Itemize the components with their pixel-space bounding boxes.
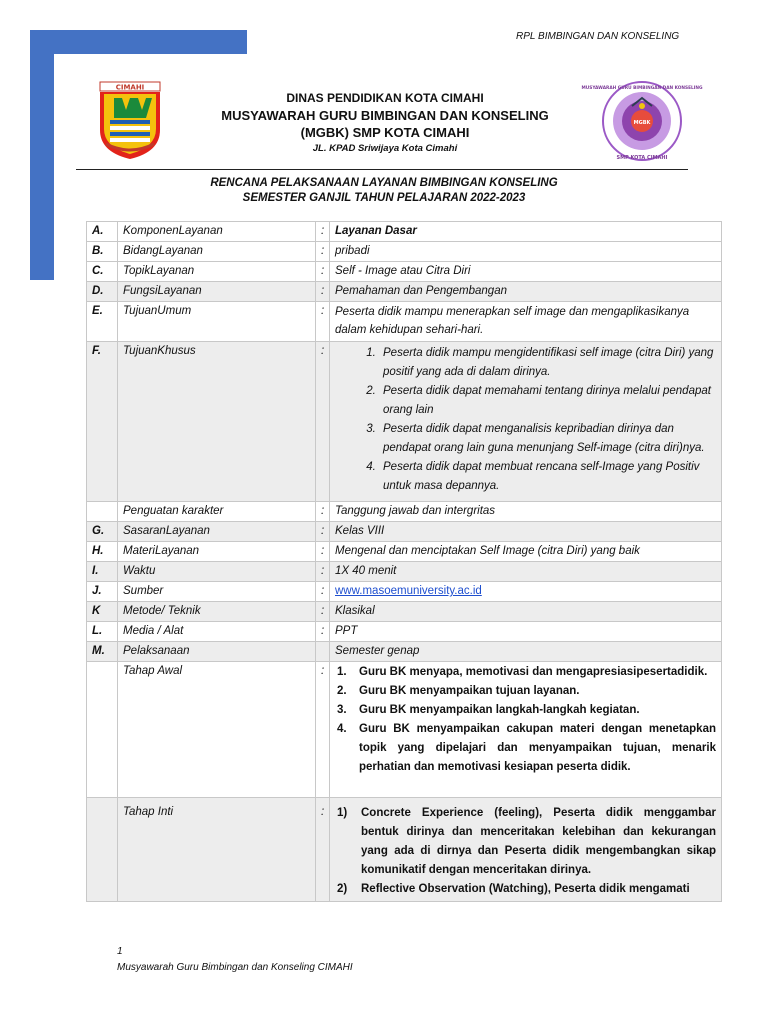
running-head: RPL BIMBINGAN DAN KONSELING <box>516 31 680 42</box>
row-value: PPT <box>330 622 722 642</box>
letterhead <box>180 90 590 156</box>
row-letter: B. <box>87 242 118 262</box>
row-letter: F. <box>87 342 118 502</box>
core-steps-list <box>335 804 716 899</box>
row-label: TopikLayanan <box>118 262 316 282</box>
row-colon: : <box>316 282 330 302</box>
list-item: 3. Peserta didik dapat menganalisis kepribadian dirinya dan pendapat orang lain guna menunjang Self-image (citra diri)nya. <box>379 420 716 458</box>
opening-steps-cell <box>330 662 722 798</box>
table-row-a <box>87 222 722 242</box>
table-row-b <box>87 242 722 262</box>
table-row-e <box>87 302 722 342</box>
row-colon: : <box>316 662 330 798</box>
row-letter: G. <box>87 522 118 542</box>
list-item: 1. Guru BK menyapa, memotivasi dan mengapresiasipesertadidik. <box>337 666 708 678</box>
document-title-line-1: RENCANA PELAKSANAAN LAYANAN BIMBINGAN KONSELING <box>210 177 558 189</box>
row-colon: : <box>316 622 330 642</box>
row-colon: : <box>316 562 330 582</box>
table-row-f <box>87 342 722 502</box>
row-letter: E. <box>87 302 118 342</box>
letterhead-org-short: (MGBK) SMP KOTA CIMAHI <box>300 125 470 140</box>
page-number: 1 <box>117 946 123 957</box>
row-value: Klasikal <box>330 602 722 622</box>
letterhead-agency: DINAS PENDIDIKAN KOTA CIMAHI <box>286 91 484 105</box>
footer-text: Musyawarah Guru Bimbingan dan Konseling CIMAHI <box>117 962 353 973</box>
table-row-tahap-inti <box>87 798 722 902</box>
seal-caption-top: MUSYAWARAH GURU BIMBINGAN DAN KONSELING <box>581 86 703 91</box>
row-letter <box>87 798 118 902</box>
list-item: 1. Peserta didik mampu mengidentifikasi self image (citra Diri) yang positif yang ada di dalam dirinya. <box>379 344 716 382</box>
row-colon: : <box>316 242 330 262</box>
document-title <box>100 176 668 206</box>
row-colon: : <box>316 502 330 522</box>
row-colon: : <box>316 542 330 562</box>
corner-bar-left <box>30 30 54 280</box>
row-label: Waktu <box>118 562 316 582</box>
specific-goals-list <box>335 344 716 496</box>
row-label: MateriLayanan <box>118 542 316 562</box>
row-label: BidangLayanan <box>118 242 316 262</box>
row-colon: : <box>316 602 330 622</box>
row-value: 1X 40 menit <box>330 562 722 582</box>
list-item: 2. Peserta didik dapat memahami tentang dirinya melalui pendapat orang lain <box>379 382 716 420</box>
row-label: FungsiLayanan <box>118 282 316 302</box>
row-colon: : <box>316 222 330 242</box>
opening-steps-list <box>335 663 716 777</box>
row-value: Self - Image atau Citra Diri <box>330 262 722 282</box>
list-item: 2) Reflective Observation (Watching), Peserta didik mengamati <box>337 883 690 895</box>
emblem-caption: CIMAHI <box>115 83 145 92</box>
row-label: Media / Alat <box>118 622 316 642</box>
row-label: KomponenLayanan <box>118 222 316 242</box>
row-colon: : <box>316 798 330 902</box>
row-label: Metode/ Teknik <box>118 602 316 622</box>
row-value: Pemahaman dan Pengembangan <box>330 282 722 302</box>
row-label: TujuanUmum <box>118 302 316 342</box>
row-letter <box>87 502 118 522</box>
letterhead-address: JL. KPAD Sriwijaya Kota Cimahi <box>312 143 458 154</box>
row-colon: : <box>316 262 330 282</box>
row-letter: K <box>87 602 118 622</box>
seal-center-text: MGBK <box>633 120 651 126</box>
row-label: Pelaksanaan <box>118 642 316 662</box>
source-link[interactable]: www.masoemuniversity.ac.id <box>335 585 482 597</box>
row-colon: : <box>316 302 330 342</box>
row-label: Tahap Inti <box>118 798 316 902</box>
table-row-h <box>87 542 722 562</box>
list-item: 1) Concrete Experience (feeling), Peserta didik menggambar bentuk dirinya dan menceritakan kelebihan dan kekurangan yang ada di dirnya dan Peserta didik mengembangkan sikap komunikatif dengan menceritakan dirinya. <box>337 807 716 876</box>
list-item: 4. Peserta didik dapat membuat rencana self-Image yang Positiv untuk masa depannya. <box>379 458 716 496</box>
list-item: 3. Guru BK menyampaikan langkah-langkah kegiatan. <box>337 704 640 716</box>
row-letter <box>87 662 118 798</box>
table-row-karakter <box>87 502 722 522</box>
table-row-d <box>87 282 722 302</box>
row-value: Peserta didik mampu menerapkan self image dan mengaplikasikanya dalam kehidupan sehari-hari. <box>330 302 722 342</box>
table-row-m <box>87 642 722 662</box>
row-letter: J. <box>87 582 118 602</box>
row-value: pribadi <box>330 242 722 262</box>
row-value: Layanan Dasar <box>330 222 722 242</box>
row-letter: I. <box>87 562 118 582</box>
row-letter: L. <box>87 622 118 642</box>
row-letter: H. <box>87 542 118 562</box>
row-colon: : <box>316 582 330 602</box>
seal-caption-bottom: SMP KOTA CIMAHI <box>616 155 668 161</box>
row-letter: C. <box>87 262 118 282</box>
corner-bar-top <box>30 30 247 54</box>
table-row-j <box>87 582 722 602</box>
row-colon <box>316 642 330 662</box>
mgbk-seal-logo <box>581 80 703 162</box>
row-label: Tahap Awal <box>118 662 316 798</box>
specific-goals-cell <box>330 342 722 502</box>
row-value: Tanggung jawab dan intergritas <box>330 502 722 522</box>
row-label: SasaranLayanan <box>118 522 316 542</box>
document-title-line-2: SEMESTER GANJIL TAHUN PELAJARAN 2022-2023 <box>242 192 526 204</box>
row-value: Kelas VIII <box>330 522 722 542</box>
row-label: TujuanKhusus <box>118 342 316 502</box>
core-steps-cell <box>330 798 722 902</box>
list-item: 2. Guru BK menyampaikan tujuan layanan. <box>337 685 580 697</box>
row-label: Sumber <box>118 582 316 602</box>
table-row-l <box>87 622 722 642</box>
table-row-tahap-awal <box>87 662 722 798</box>
row-colon: : <box>316 342 330 502</box>
table-row-k <box>87 602 722 622</box>
table-row-c <box>87 262 722 282</box>
row-colon: : <box>316 522 330 542</box>
table-row-i <box>87 562 722 582</box>
letterhead-divider <box>76 169 688 170</box>
row-letter: A. <box>87 222 118 242</box>
row-value: Semester genap <box>330 642 722 662</box>
row-letter: D. <box>87 282 118 302</box>
service-plan-table <box>86 221 722 902</box>
row-value: Mengenal dan menciptakan Self Image (citra Diri) yang baik <box>330 542 722 562</box>
table-row-g <box>87 522 722 542</box>
row-value <box>330 582 722 602</box>
cimahi-emblem-logo <box>92 82 168 160</box>
row-letter: M. <box>87 642 118 662</box>
row-label: Penguatan karakter <box>118 502 316 522</box>
letterhead-org: MUSYAWARAH GURU BIMBINGAN DAN KONSELING <box>221 108 549 123</box>
list-item: 4. Guru BK menyampaikan cakupan materi dengan menetapkan topik yang dipelajari dan menyampaikan tujuan, menarik perhatian dan memotivasi kesiapan peserta didik. <box>337 723 716 773</box>
